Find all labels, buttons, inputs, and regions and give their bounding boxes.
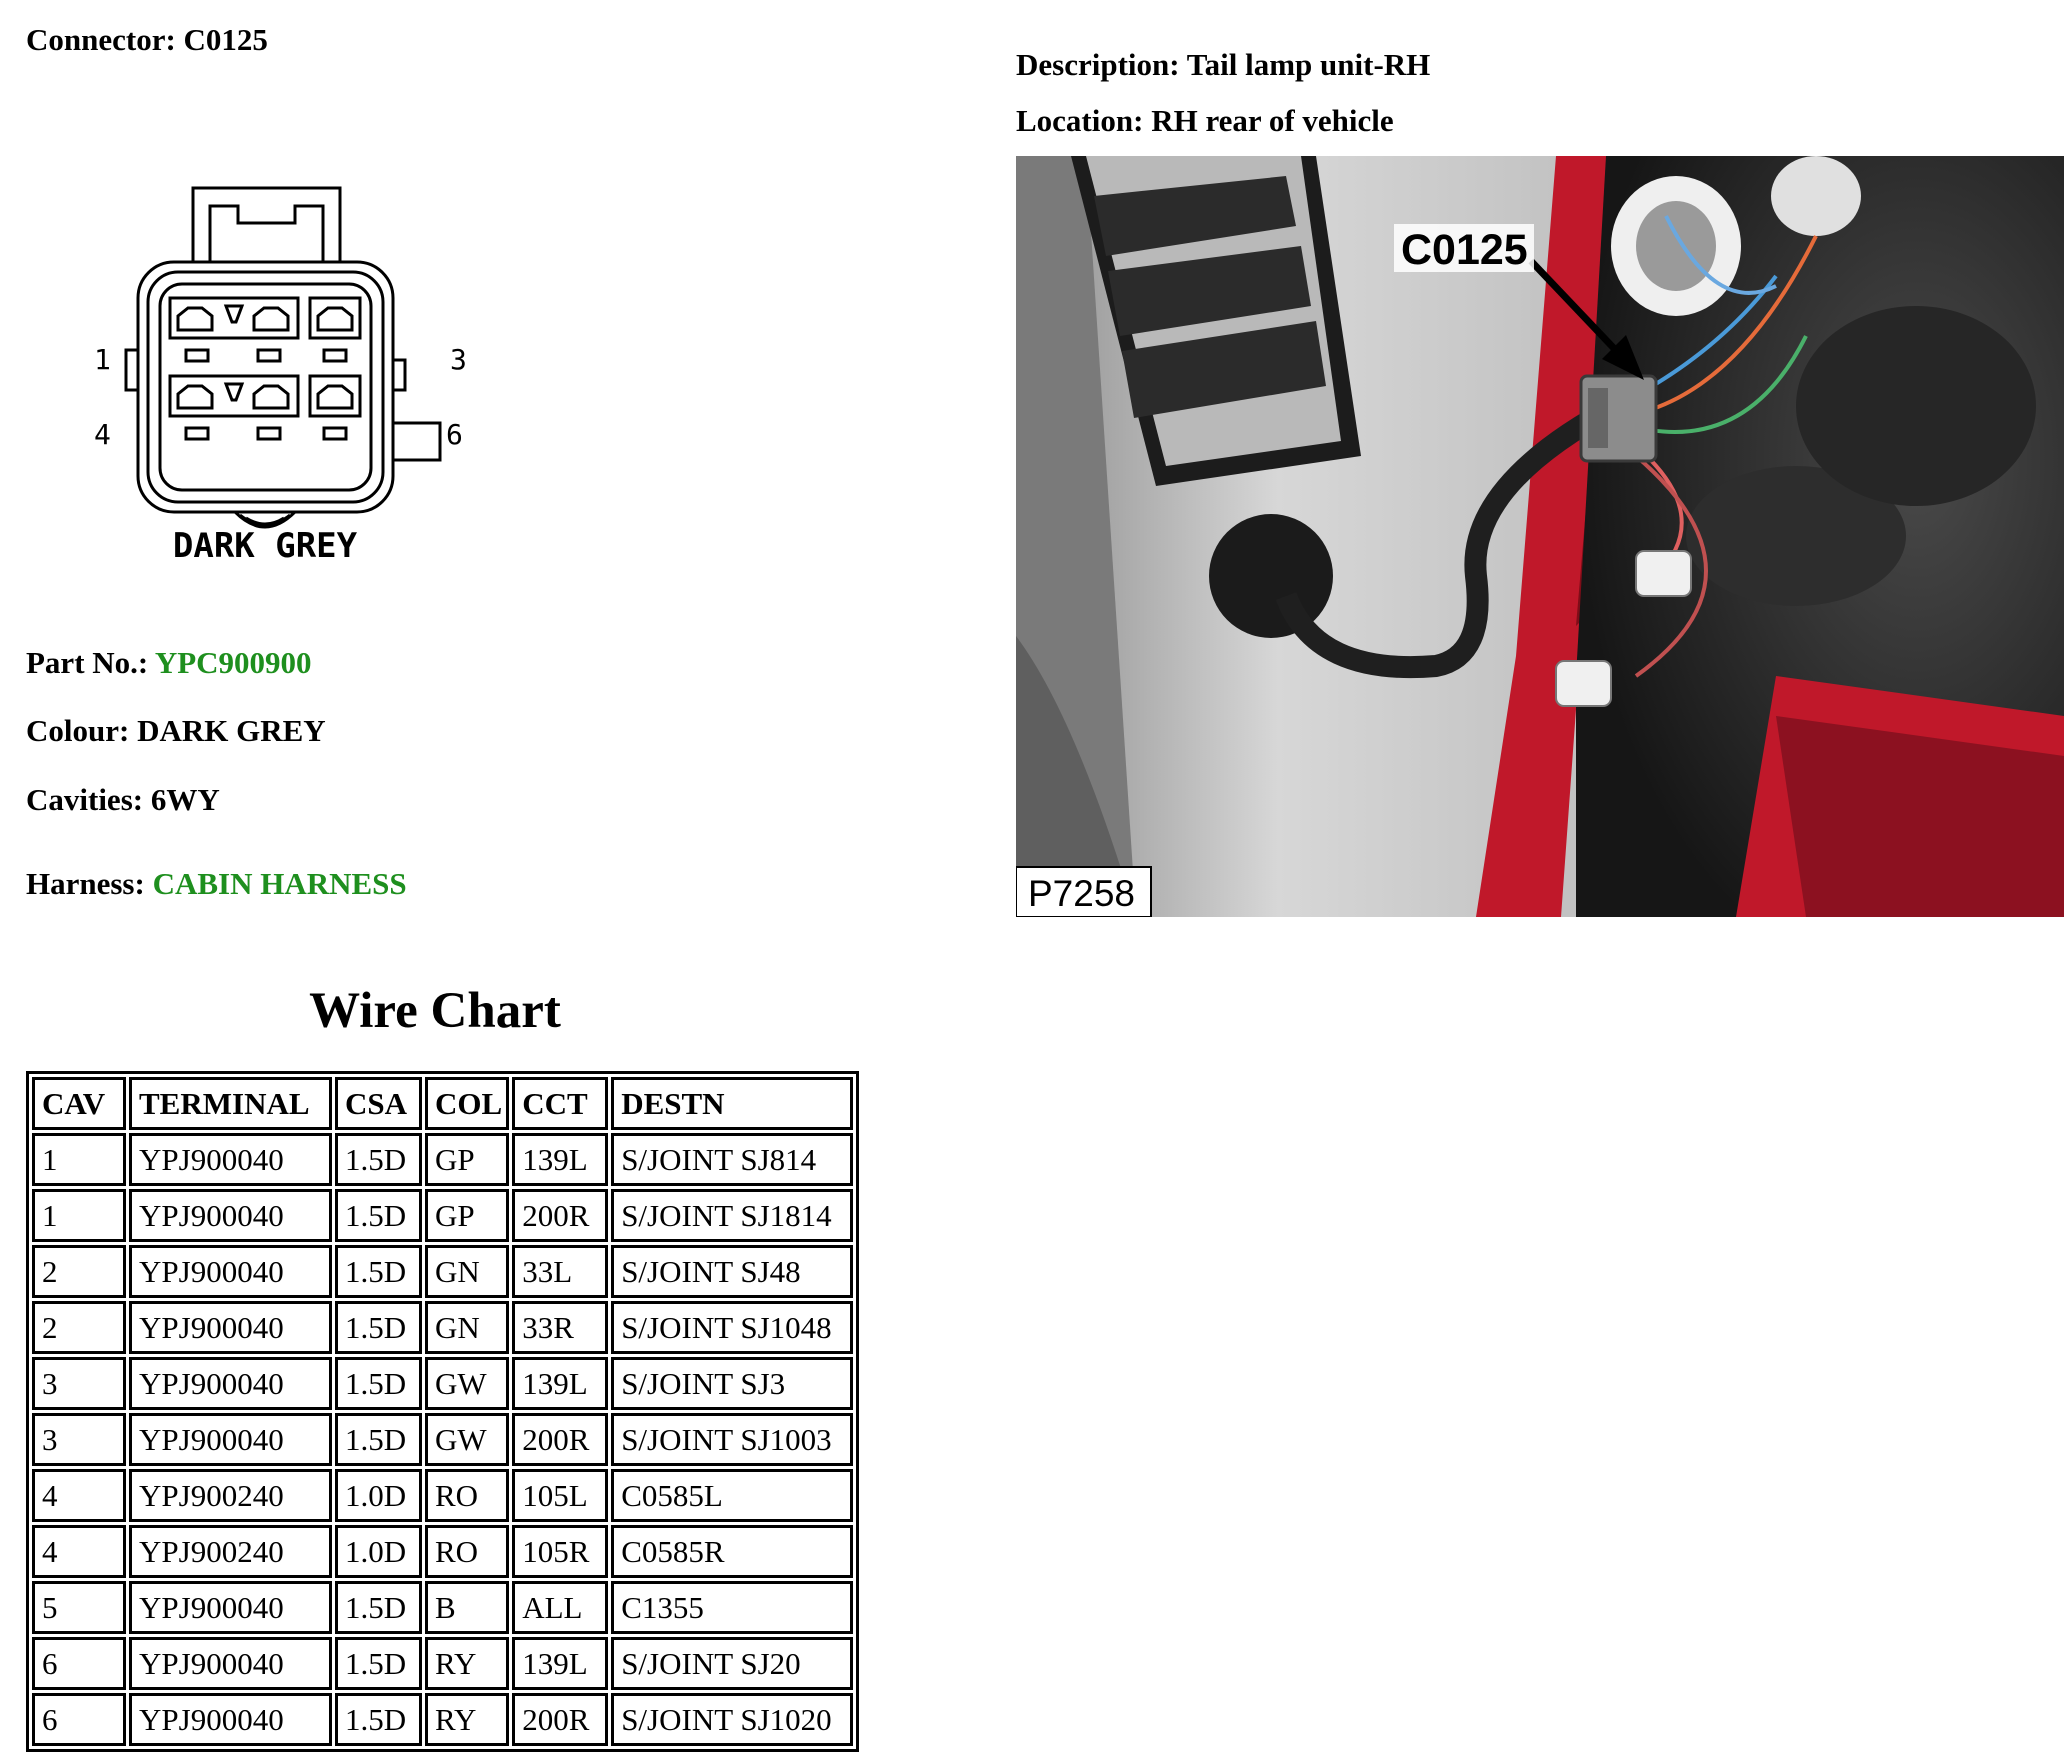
cell-destn: S/JOINT SJ1048 — [611, 1301, 853, 1354]
table-row — [32, 1413, 853, 1466]
cell-col: RY — [425, 1693, 509, 1746]
table-row — [32, 1189, 853, 1242]
col-header-destn: DESTN — [611, 1077, 853, 1130]
cell-cav: 2 — [32, 1245, 126, 1298]
cell-cav: 1 — [32, 1133, 126, 1186]
cell-destn: S/JOINT SJ1003 — [611, 1413, 853, 1466]
cell-terminal: YPJ900040 — [129, 1189, 332, 1242]
cell-terminal: YPJ900240 — [129, 1469, 332, 1522]
cell-cav: 6 — [32, 1693, 126, 1746]
cavities-line — [26, 782, 220, 818]
connector-value: C0125 — [183, 22, 268, 57]
cell-csa: 1.5D — [335, 1637, 422, 1690]
description-label: Description: — [1016, 47, 1180, 82]
cell-cav: 2 — [32, 1301, 126, 1354]
cell-terminal: YPJ900040 — [129, 1581, 332, 1634]
connector-face-diagram — [90, 180, 530, 580]
connector-label: Connector: — [26, 22, 176, 57]
table-row — [32, 1133, 853, 1186]
cell-cav: 3 — [32, 1357, 126, 1410]
cell-terminal: YPJ900040 — [129, 1637, 332, 1690]
wire-chart-body — [32, 1133, 853, 1746]
cell-destn: S/JOINT SJ20 — [611, 1637, 853, 1690]
connector-heading — [26, 22, 268, 58]
cell-col: GN — [425, 1245, 509, 1298]
location-value: RH rear of vehicle — [1151, 103, 1394, 138]
table-row — [32, 1301, 853, 1354]
cell-destn: S/JOINT SJ3 — [611, 1357, 853, 1410]
table-row — [32, 1693, 853, 1746]
table-row — [32, 1469, 853, 1522]
cell-terminal: YPJ900040 — [129, 1301, 332, 1354]
cell-col: RY — [425, 1637, 509, 1690]
cell-cav: 6 — [32, 1637, 126, 1690]
table-row — [32, 1525, 853, 1578]
cell-cct: 139L — [512, 1637, 608, 1690]
pin-number-3: 3 — [450, 343, 467, 376]
table-row — [32, 1357, 853, 1410]
cell-csa: 1.5D — [335, 1581, 422, 1634]
cell-col: RO — [425, 1525, 509, 1578]
cell-terminal: YPJ900040 — [129, 1245, 332, 1298]
cell-terminal: YPJ900040 — [129, 1133, 332, 1186]
cell-cct: 33R — [512, 1301, 608, 1354]
cell-csa: 1.0D — [335, 1525, 422, 1578]
cell-cav: 4 — [32, 1469, 126, 1522]
cell-destn: S/JOINT SJ1020 — [611, 1693, 853, 1746]
col-header-cav: CAV — [32, 1077, 126, 1130]
harness-value[interactable]: CABIN HARNESS — [152, 866, 407, 901]
wire-chart-title: Wire Chart — [309, 983, 561, 1039]
cell-cav: 5 — [32, 1581, 126, 1634]
cell-cct: 200R — [512, 1693, 608, 1746]
col-header-col: COL — [425, 1077, 509, 1130]
cell-col: GP — [425, 1189, 509, 1242]
pin-number-1: 1 — [94, 343, 111, 376]
cell-destn: C1355 — [611, 1581, 853, 1634]
pin-number-4: 4 — [94, 418, 111, 451]
pin-number-6: 6 — [446, 418, 463, 451]
cell-cct: 139L — [512, 1133, 608, 1186]
cell-csa: 1.0D — [335, 1469, 422, 1522]
cell-col: GW — [425, 1357, 509, 1410]
cell-cct: 105R — [512, 1525, 608, 1578]
cell-csa: 1.5D — [335, 1189, 422, 1242]
cell-destn: C0585L — [611, 1469, 853, 1522]
part-no-value[interactable]: YPC900900 — [154, 645, 312, 680]
colour-label: Colour: — [26, 713, 130, 748]
colour-line — [26, 713, 326, 749]
cell-csa: 1.5D — [335, 1413, 422, 1466]
cell-terminal: YPJ900040 — [129, 1693, 332, 1746]
col-header-terminal: TERMINAL — [129, 1077, 332, 1130]
col-header-csa: CSA — [335, 1077, 422, 1130]
part-no-line — [26, 645, 312, 681]
harness-line — [26, 866, 407, 902]
location-line — [1016, 103, 1394, 139]
table-row — [32, 1245, 853, 1298]
location-label: Location: — [1016, 103, 1144, 138]
table-header-row — [32, 1077, 853, 1130]
cell-cct: 200R — [512, 1189, 608, 1242]
table-row — [32, 1581, 853, 1634]
photo-reference: P7258 — [1028, 873, 1135, 914]
part-no-label: Part No.: — [26, 645, 149, 680]
table-row — [32, 1637, 853, 1690]
cell-col: GP — [425, 1133, 509, 1186]
description-line — [1016, 47, 1430, 83]
cavities-value: 6WY — [150, 782, 220, 817]
connector-location-photo — [1016, 156, 2064, 917]
cell-terminal: YPJ900040 — [129, 1413, 332, 1466]
cell-cct: 33L — [512, 1245, 608, 1298]
cell-cct: 105L — [512, 1469, 608, 1522]
cell-terminal: YPJ900240 — [129, 1525, 332, 1578]
description-value: Tail lamp unit-RH — [1186, 47, 1431, 82]
cavities-label: Cavities: — [26, 782, 144, 817]
cell-col: GW — [425, 1413, 509, 1466]
cell-destn: S/JOINT SJ814 — [611, 1133, 853, 1186]
cell-cav: 1 — [32, 1189, 126, 1242]
wire-chart-table — [26, 1071, 859, 1752]
cell-csa: 1.5D — [335, 1245, 422, 1298]
harness-label: Harness: — [26, 866, 145, 901]
cell-destn: S/JOINT SJ1814 — [611, 1189, 853, 1242]
cell-csa: 1.5D — [335, 1693, 422, 1746]
cell-destn: S/JOINT SJ48 — [611, 1245, 853, 1298]
cell-csa: 1.5D — [335, 1301, 422, 1354]
cell-col: GN — [425, 1301, 509, 1354]
cell-col: B — [425, 1581, 509, 1634]
cell-destn: C0585R — [611, 1525, 853, 1578]
cell-cct: 200R — [512, 1413, 608, 1466]
cell-cct: 139L — [512, 1357, 608, 1410]
cell-cav: 3 — [32, 1413, 126, 1466]
photo-callout-label: C0125 — [1401, 226, 1528, 274]
cell-cav: 4 — [32, 1525, 126, 1578]
diagram-colour-caption: DARK GREY — [172, 526, 358, 566]
cell-csa: 1.5D — [335, 1133, 422, 1186]
colour-value: DARK GREY — [137, 713, 326, 748]
col-header-cct: CCT — [512, 1077, 608, 1130]
cell-csa: 1.5D — [335, 1357, 422, 1410]
cell-cct: ALL — [512, 1581, 608, 1634]
cell-col: RO — [425, 1469, 509, 1522]
cell-terminal: YPJ900040 — [129, 1357, 332, 1410]
